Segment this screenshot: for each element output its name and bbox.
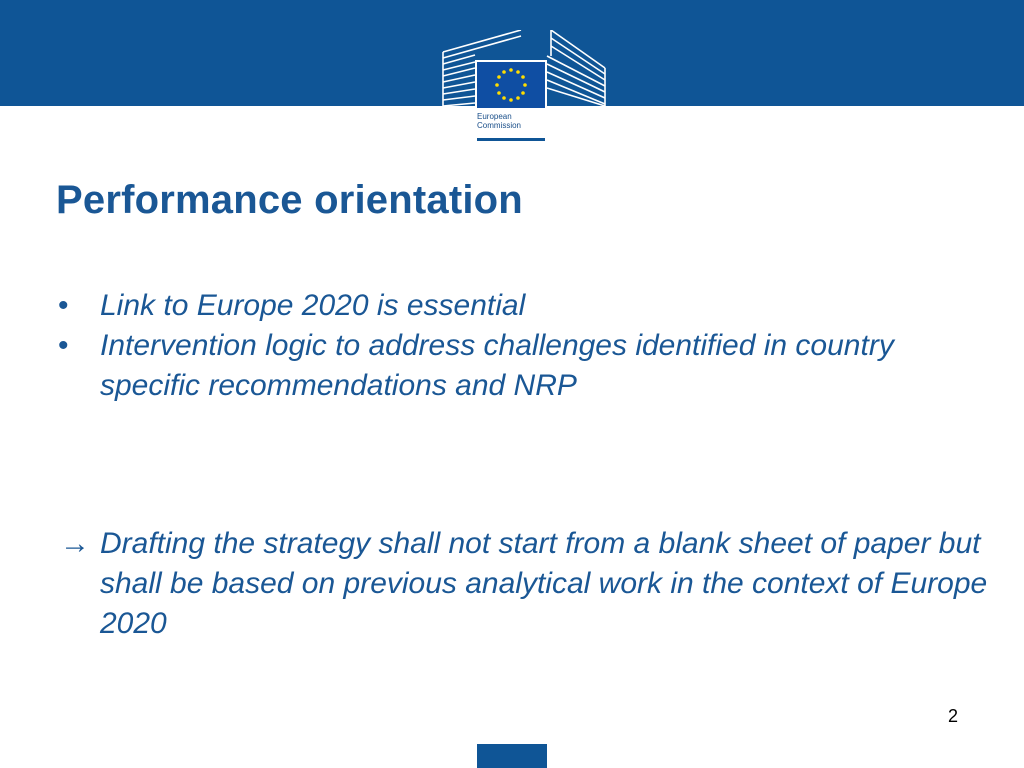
european-commission-logo <box>441 30 607 143</box>
bullet-marker: • <box>58 329 69 362</box>
bullet-marker: • <box>58 289 69 322</box>
conclusion-text: Drafting the strategy shall not start from a blank sheet of paper but shall be based on previous analytical work in the context of Europe 2020 <box>100 527 988 640</box>
bullet-text: Intervention logic to address challenges identified in country specific recommendations and NRP <box>100 329 894 402</box>
page-number: 2 <box>948 706 959 726</box>
logo-line-1: European <box>477 112 512 121</box>
bullet-item <box>58 326 988 406</box>
bullet-list <box>58 286 988 406</box>
bullet-text: Link to Europe 2020 is essential <box>100 289 526 322</box>
logo-line-2: Commission <box>477 121 522 130</box>
slide-title: Performance orientation <box>56 178 523 222</box>
arrow-right-icon: → <box>60 527 90 560</box>
conclusion-paragraph <box>58 524 988 644</box>
bullet-item <box>58 286 988 326</box>
logo-wordmark <box>477 112 547 130</box>
footer-tab <box>477 744 547 768</box>
